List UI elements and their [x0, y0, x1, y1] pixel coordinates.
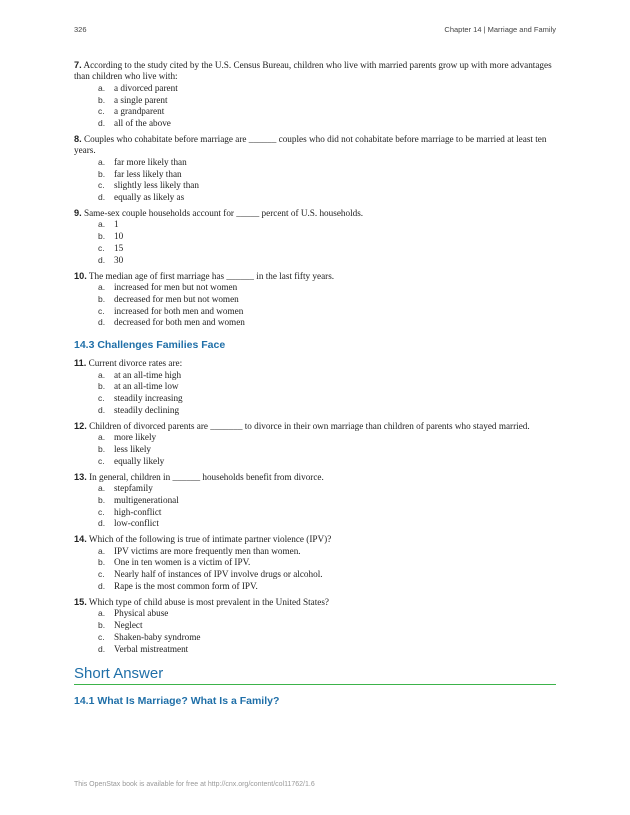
answer-option [74, 282, 556, 294]
question-stem [74, 534, 556, 545]
question [74, 60, 556, 130]
question [74, 472, 556, 531]
option-text: a divorced parent [114, 82, 178, 93]
option-letter: d. [98, 317, 106, 328]
option-letter: a. [98, 608, 106, 619]
question-number: 14. [74, 534, 87, 545]
answer-options [74, 157, 556, 204]
option-text: Rape is the most common form of IPV. [114, 580, 258, 591]
answer-option [74, 557, 556, 569]
page-content [74, 60, 556, 714]
option-text: less likely [114, 443, 152, 454]
option-letter: c. [98, 506, 105, 517]
answer-options [74, 370, 556, 417]
answer-option [74, 192, 556, 204]
answer-option [74, 231, 556, 243]
question-number: 9. [74, 208, 82, 218]
answer-option [74, 483, 556, 495]
option-letter: b. [98, 557, 106, 568]
answer-option [74, 180, 556, 192]
option-letter: d. [98, 404, 106, 415]
option-letter: c. [98, 631, 105, 642]
answer-option [74, 157, 556, 169]
answer-option [74, 608, 556, 620]
option-text: high-conflict [114, 506, 162, 517]
section-heading-14-1: 14.1 What Is Marriage? What Is a Family? [74, 695, 280, 708]
answer-options [74, 546, 556, 593]
answer-options [74, 219, 556, 266]
option-letter: c. [98, 243, 105, 253]
option-text: Neglect [114, 619, 143, 630]
answer-options [74, 282, 556, 329]
option-text: multigenerational [114, 494, 179, 505]
option-letter: c. [98, 305, 105, 316]
question [74, 271, 556, 330]
question-text: Which type of child abuse is most prevalent in the United States? [88, 596, 330, 607]
option-letter: a. [98, 156, 106, 167]
answer-option [74, 219, 556, 231]
option-text: Verbal mistreatment [114, 643, 189, 654]
option-text: equally as likely as [114, 192, 185, 203]
question-number: 13. [74, 471, 87, 482]
option-text: Nearly half of instances of IPV involve drugs or alcohol. [114, 569, 323, 580]
option-letter: c. [98, 455, 105, 466]
option-text: at an all-time low [114, 381, 179, 392]
page-footer: This OpenStax book is available for free at http://cnx.org/content/col11762/1.6 [74, 781, 315, 788]
option-text: low-conflict [114, 518, 159, 529]
answer-option [74, 106, 556, 118]
option-letter: b. [98, 94, 106, 105]
option-letter: d. [98, 643, 106, 654]
option-text: IPV victims are more frequently men than women. [114, 545, 301, 556]
answer-option [74, 546, 556, 558]
option-text: far more likely than [114, 156, 187, 167]
option-text: a single parent [114, 94, 168, 105]
option-text: a grandparent [114, 106, 165, 117]
answer-option [74, 444, 556, 456]
question-text: Current divorce rates are: [88, 358, 183, 369]
option-letter: c. [98, 569, 105, 580]
option-text: equally likely [114, 455, 165, 466]
option-letter: a. [98, 432, 106, 443]
answer-option [74, 632, 556, 644]
question-text: In general, children in ______ households benefit from divorce. [89, 471, 324, 482]
answer-options [74, 483, 556, 530]
option-letter: d. [98, 518, 106, 529]
option-letter: b. [98, 381, 106, 392]
option-text: steadily declining [114, 404, 180, 415]
option-letter: b. [98, 168, 106, 179]
question-number: 11. [74, 358, 87, 369]
question-number: 8. [74, 134, 82, 144]
option-letter: c. [98, 106, 105, 117]
answer-option [74, 243, 556, 255]
answer-option [74, 118, 556, 130]
answer-option [74, 370, 556, 382]
option-text: stepfamily [114, 482, 153, 493]
answer-option [74, 456, 556, 468]
option-letter: c. [98, 180, 105, 191]
answer-option [74, 495, 556, 507]
question-stem [74, 472, 556, 483]
option-letter: a. [98, 219, 106, 230]
question-text: According to the study cited by the U.S. Census Bureau, children who live with married parents grow up with more advantages than children who live with: [74, 60, 552, 82]
option-letter: d. [98, 192, 106, 203]
chapter-header: Chapter 14 | Marriage and Family [444, 25, 556, 34]
option-letter: b. [98, 231, 106, 242]
question-stem [74, 208, 556, 219]
option-letter: a. [98, 369, 106, 380]
option-text: 1 [114, 219, 119, 230]
question [74, 358, 556, 417]
question-text: Couples who cohabitate before marriage are ______ couples who did not cohabitate before marriage to be married at least ten years. [74, 134, 547, 156]
question-text: Same-sex couple households account for _____ percent of U.S. households. [83, 208, 364, 218]
question-text: Which of the following is true of intimate partner violence (IPV)? [88, 534, 332, 545]
question-number: 15. [74, 596, 87, 607]
option-letter: d. [98, 254, 106, 265]
question [74, 134, 556, 204]
answer-option [74, 95, 556, 107]
question-number: 12. [74, 420, 87, 431]
answer-option [74, 317, 556, 329]
answer-option [74, 306, 556, 318]
answer-option [74, 644, 556, 656]
question [74, 208, 556, 267]
answer-options [74, 432, 556, 467]
short-answer-heading: Short Answer [74, 665, 556, 685]
option-text: decreased for men but not women [114, 293, 239, 304]
answer-options [74, 608, 556, 655]
option-text: decreased for both men and women [114, 317, 245, 328]
question [74, 421, 556, 468]
option-letter: b. [98, 619, 106, 630]
option-text: more likely [114, 432, 157, 443]
option-text: 10 [114, 231, 124, 242]
option-letter: a. [98, 545, 106, 556]
option-letter: a. [98, 482, 106, 493]
question-stem [74, 358, 556, 369]
answer-option [74, 255, 556, 267]
option-text: 15 [114, 243, 124, 253]
option-text: increased for men but not women [114, 282, 238, 292]
question-stem [74, 421, 556, 432]
option-text: increased for both men and women [114, 305, 244, 316]
option-text: 30 [114, 254, 124, 265]
option-text: One in ten women is a victim of IPV. [114, 557, 251, 568]
answer-option [74, 381, 556, 393]
option-letter: a. [98, 282, 106, 292]
question [74, 534, 556, 593]
option-letter: d. [98, 580, 106, 591]
question-number: 10. [74, 270, 87, 281]
answer-option [74, 518, 556, 530]
question-group-14-2 [74, 60, 556, 329]
answer-option [74, 83, 556, 95]
question-stem [74, 271, 556, 282]
question [74, 597, 556, 656]
option-text: slightly less likely than [114, 180, 199, 191]
option-letter: a. [98, 82, 106, 93]
question-text: The median age of first marriage has ______ in the last fifty years. [88, 270, 335, 281]
answer-option [74, 169, 556, 181]
option-text: Shaken-baby syndrome [114, 631, 201, 642]
answer-option [74, 294, 556, 306]
question-stem [74, 597, 556, 608]
answer-option [74, 405, 556, 417]
option-letter: b. [98, 293, 106, 304]
page-number: 326 [74, 25, 87, 34]
answer-option [74, 393, 556, 405]
answer-option [74, 432, 556, 444]
option-text: far less likely than [114, 168, 182, 179]
option-text: all of the above [114, 118, 171, 129]
answer-options [74, 83, 556, 130]
answer-option [74, 581, 556, 593]
answer-option [74, 507, 556, 519]
question-stem [74, 134, 556, 157]
answer-option [74, 620, 556, 632]
section-heading-14-3: 14.3 Challenges Families Face [74, 339, 226, 352]
option-text: at an all-time high [114, 369, 182, 380]
option-text: steadily increasing [114, 393, 183, 404]
question-text: Children of divorced parents are _______ to divorce in their own marriage than children of parents who stayed married. [89, 420, 530, 431]
option-letter: d. [98, 118, 106, 129]
option-letter: b. [98, 443, 106, 454]
question-number: 7. [74, 60, 82, 70]
option-letter: c. [98, 393, 105, 404]
option-letter: b. [98, 494, 106, 505]
question-group-14-3 [74, 358, 556, 655]
question-stem [74, 60, 556, 83]
option-text: Physical abuse [114, 608, 169, 619]
answer-option [74, 569, 556, 581]
